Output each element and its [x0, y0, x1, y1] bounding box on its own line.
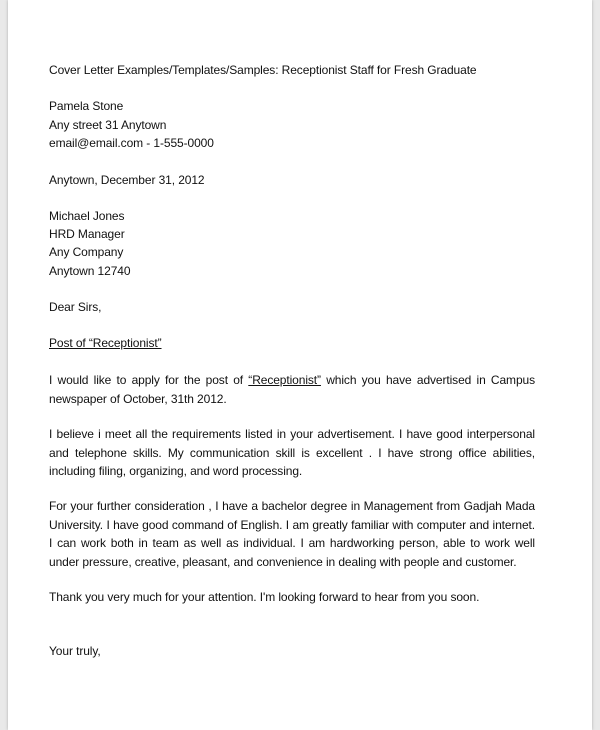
paragraph-application-end: which you have advertised in Campus newspaper of October, 31th 2012. [49, 373, 535, 406]
recipient-city: Anytown 12740 [49, 264, 131, 278]
paragraph-qualifications: For your further consideration , I have a bachelor degree in Management from Gadjah Mada University. I have good command of English. I am greatly familiar with computer and internet. I can work both in team as well as individual. I am hardworking person, able to work well under pressure, creative, pleasant, and convenience in dealing with people and customer. [49, 499, 535, 569]
recipient-name: Michael Jones [49, 209, 125, 223]
paragraph-thanks: Thank you very much for your attention. I'm looking forward to hear from you soon. [49, 590, 480, 604]
document-page [8, 0, 592, 730]
paragraph-requirements: I believe i meet all the requirements listed in your advertisement. I have good interpersonal and telephone skills. My communication skill is excellent . I have strong office abilities, including filing, organizing, and word processing. [49, 427, 535, 478]
salutation: Dear Sirs, [49, 300, 102, 314]
recipient-company: Any Company [49, 245, 124, 259]
position-highlight: “Receptionist” [248, 373, 321, 387]
sender-address: Any street 31 Anytown [49, 118, 167, 132]
closing: Your truly, [49, 644, 101, 658]
sender-contact: email@email.com - 1-555-0000 [49, 136, 214, 150]
document-heading: Cover Letter Examples/Templates/Samples: Receptionist Staff for Fresh Graduate [49, 63, 477, 77]
paragraph-application [49, 371, 535, 408]
recipient-title: HRD Manager [49, 227, 125, 241]
sender-name: Pamela Stone [49, 99, 124, 113]
letter-date: Anytown, December 31, 2012 [49, 173, 205, 187]
paragraph-application-start: I would like to apply for the post of [49, 373, 249, 387]
letter-subject: Post of “Receptionist” [49, 336, 162, 350]
